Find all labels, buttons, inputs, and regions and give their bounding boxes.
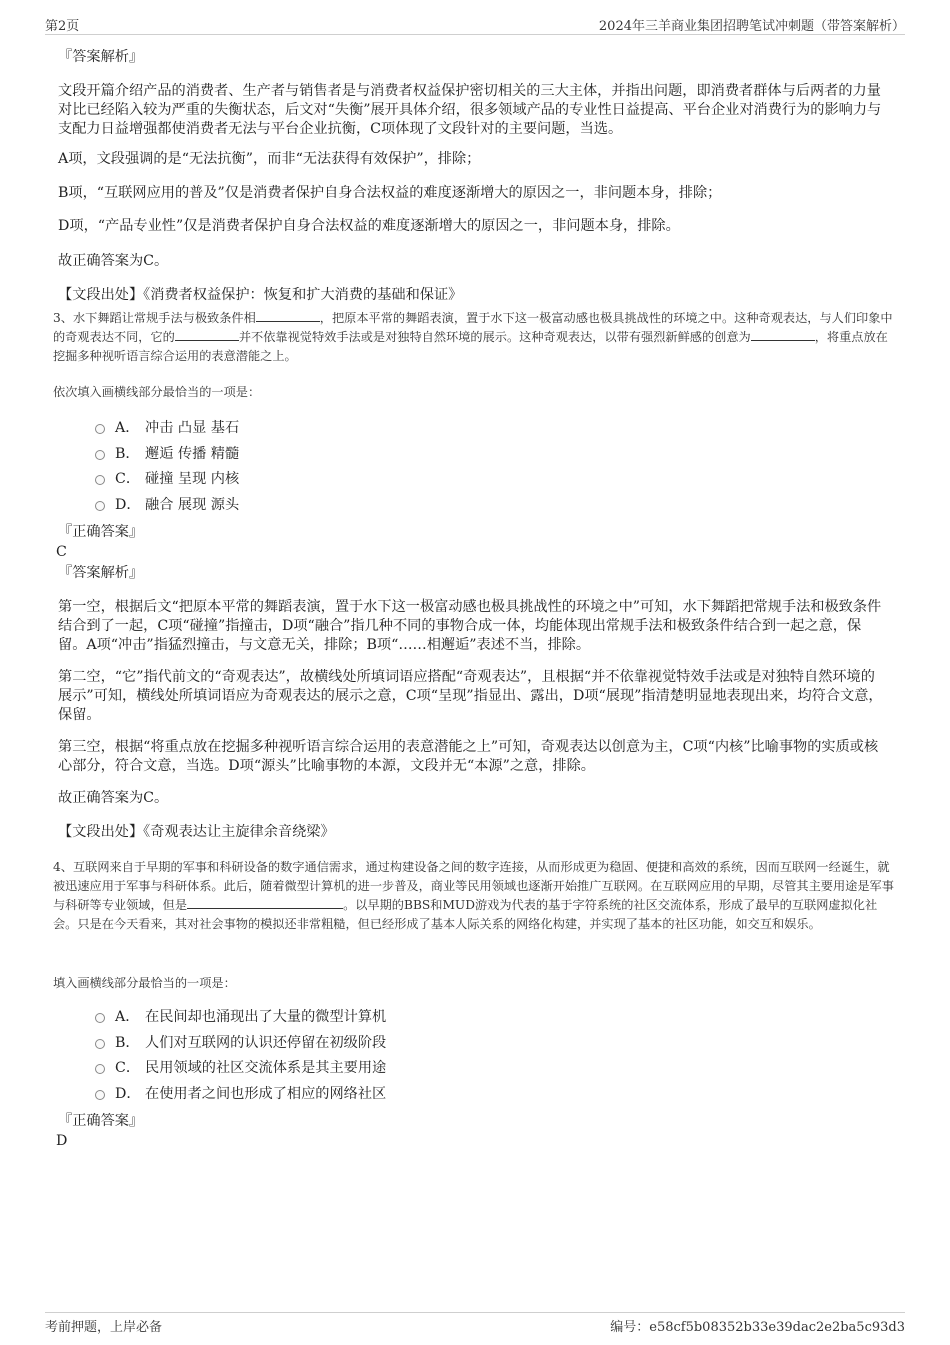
radio-icon[interactable]	[95, 1039, 105, 1049]
document-title: 2024年三羊商业集团招聘笔试冲刺题（带答案解析）	[598, 19, 905, 34]
q3-stem: 3、水下舞蹈让常规手法与极致条件相 ，把原本平常的舞蹈表演，置于水下这一极富动感也极具挑战性的环境之中。这种奇观表达，与人们印象中的奇观表达不同，它的 并不依靠视觉特效手法或是对独特自然环境的展示。这种奇观表达，以带有强烈新鲜感的创意为 ，将重点放在挖掘多种视听语言综合运用的表意潜能之上。	[53, 311, 893, 363]
q3-option-b[interactable]: B． 邂逅 传播 精髓	[95, 444, 239, 464]
document-id: 编号：e58cf5b08352b33e39dac2e2ba5c93d3	[610, 1320, 905, 1335]
q3-analysis-p2: 第二空，“它”指代前文的“奇观表达”，故横线处所填词语应搭配“奇观表达”，且根据“并不依靠视觉特效手法或是对独特自然环境的展示”可知，横线处所填词语应为奇观表达的展示之意，C项“呈现”指显出、露出，D项“展现”指清楚明显地表现出来，均符合文意，保留。	[58, 669, 883, 723]
q3-answer: C	[56, 544, 67, 560]
radio-icon[interactable]	[95, 1090, 105, 1100]
q2-analysis-option-b: B项，“互联网应用的普及”仅是消费者保护自身合法权益的难度逐渐增大的原因之一，非问题本身，排除；	[58, 185, 722, 201]
q3-prompt: 依次填入画横线部分最恰当的一项是：	[53, 385, 261, 399]
blank-3	[751, 328, 815, 341]
blank-2	[175, 328, 239, 341]
radio-icon[interactable]	[95, 475, 105, 485]
q3-analysis-p1: 第一空，根据后文“把原本平常的舞蹈表演，置于水下这一极富动感也极具挑战性的环境之中”可知，水下舞蹈把常规手法和极致条件结合到了一起，C项“碰撞”指撞击，D项“融合”指几种不同的事物合成一体，均能体现出常规手法和极致条件结合到一起之意，保留。A项“冲击”指猛烈撞击，与文意无关，排除；B项“……相邂逅”表述不当，排除。	[58, 599, 882, 653]
q4-answer: D	[56, 1133, 68, 1149]
q3-source: 【文段出处】《奇观表达让主旋律余音绕梁》	[58, 824, 335, 840]
q3-conclusion: 故正确答案为C。	[58, 790, 169, 806]
footer-slogan: 考前押题，上岸必备	[45, 1320, 163, 1335]
radio-icon[interactable]	[95, 424, 105, 434]
q2-conclusion: 故正确答案为C。	[58, 253, 169, 269]
page-footer	[45, 1312, 905, 1335]
q4-stem: 4、互联网来自于早期的军事和科研设备的数字通信需求，通过构建设备之间的数字连接，从而形成更为稳固、便捷和高效的系统，因而互联网一经诞生，就被迅速应用于军事与科研体系。此后，随着微型计算机的进一步普及，商业等民用领域也逐渐开始推广互联网。在互联网应用的早期，尽管其主要用途是军事与科研等专业领域，但是 。以早期的BBS和MUD游戏为代表的基于字符系统的社区交流体系，形成了最早的互联网虚拟化社会。只是在今天看来，其对社会事物的模拟还非常粗糙，但已经形成了基本人际关系的网络化构建，并实现了基本的社区功能，如交互和娱乐。	[53, 860, 894, 931]
q4-option-b[interactable]: B． 人们对互联网的认识还停留在初级阶段	[95, 1033, 386, 1053]
q4-option-d[interactable]: D． 在使用者之间也形成了相应的网络社区	[95, 1084, 386, 1104]
q3-analysis-p3: 第三空，根据“将重点放在挖掘多种视听语言综合运用的表意潜能之上”可知，奇观表达以创意为主，C项“内核”比喻事物的实质或核心部分，符合文意，当选。D项“源头”比喻事物的本源，文段并无“本源”之意，排除。	[58, 739, 879, 774]
q2-analysis-option-d: D项，“产品专业性”仅是消费者保护自身合法权益的难度逐渐增大的原因之一，非问题本身，排除。	[58, 218, 680, 234]
page-number: 第2页	[45, 19, 80, 34]
q4-option-a[interactable]: A． 在民间却也涌现出了大量的微型计算机	[95, 1007, 386, 1027]
q4-prompt: 填入画横线部分最恰当的一项是：	[53, 976, 236, 990]
q3-option-a[interactable]: A． 冲击 凸显 基石	[95, 418, 239, 438]
q2-source: 【文段出处】《消费者权益保护：恢复和扩大消费的基础和保证》	[58, 287, 463, 303]
q3-answer-label: 『正确答案』	[58, 524, 144, 540]
radio-icon[interactable]	[95, 1064, 105, 1074]
q2-analysis-option-a: A项，文段强调的是“无法抗衡”，而非“无法获得有效保护”，排除；	[58, 151, 481, 167]
blank-1	[187, 896, 343, 909]
radio-icon[interactable]	[95, 450, 105, 460]
page-header	[45, 14, 905, 35]
q4-answer-label: 『正确答案』	[58, 1113, 144, 1129]
q3-analysis-label: 『答案解析』	[58, 565, 144, 581]
q3-option-d[interactable]: D． 融合 展现 源头	[95, 495, 239, 515]
q4-option-c[interactable]: C． 民用领域的社区交流体系是其主要用途	[95, 1058, 386, 1078]
q3-option-c[interactable]: C． 碰撞 呈现 内核	[95, 469, 239, 489]
blank-1	[256, 309, 320, 322]
radio-icon[interactable]	[95, 1013, 105, 1023]
q2-analysis-paragraph: 文段开篇介绍产品的消费者、生产者与销售者是与消费者权益保护密切相关的三大主体，并指出问题，即消费者群体与后两者的力量对比已经陷入较为严重的失衡状态，后文对“失衡”展开具体介绍，很多领域产品的专业性日益提高、平台企业对消费行为的影响力与支配力日益增强都使消费者无法与平台企业抗衡，C项体现了文段针对的主要问题，当选。	[58, 83, 882, 137]
q2-analysis-label: 『答案解析』	[58, 49, 144, 65]
radio-icon[interactable]	[95, 501, 105, 511]
